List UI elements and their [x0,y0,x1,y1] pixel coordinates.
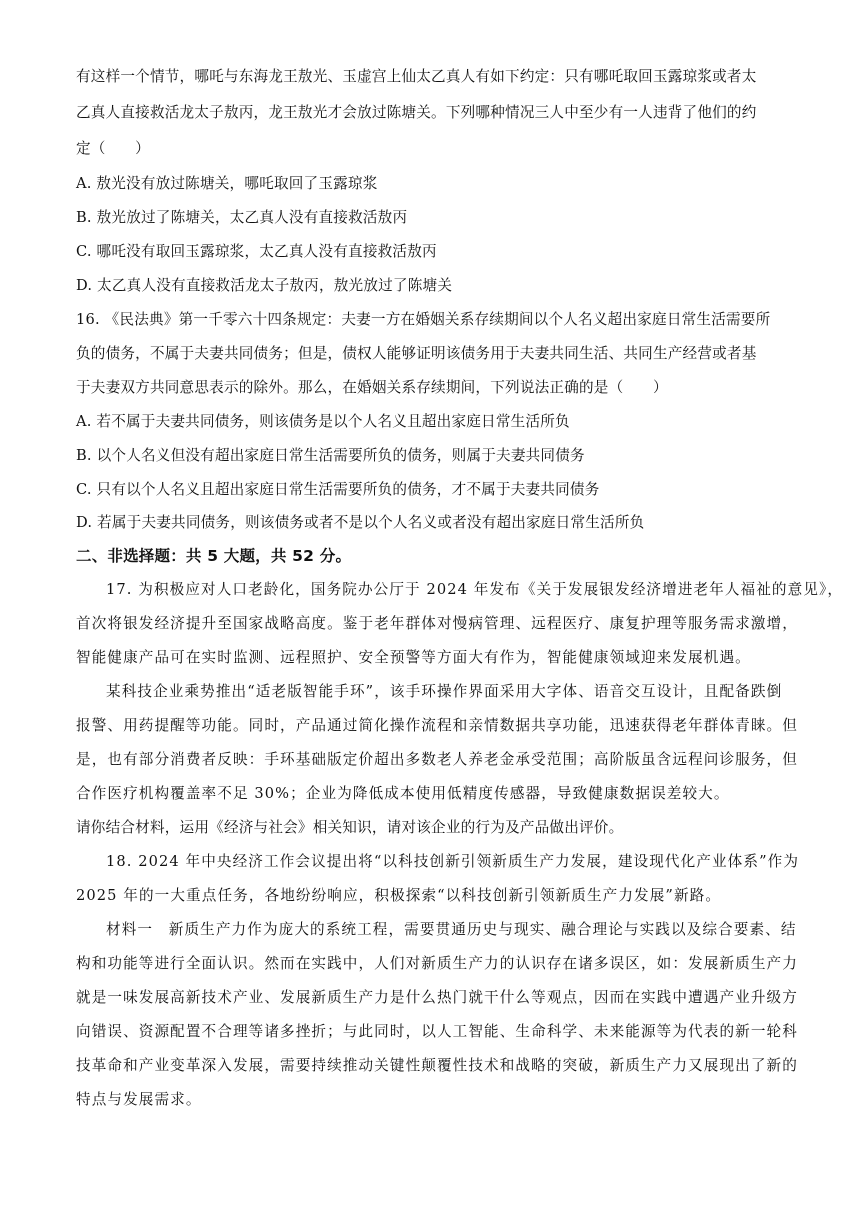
q15-option-b: B. 敖光放过了陈塘关，太乙真人没有直接救活敖丙 [76,209,408,226]
q17-p2-line-2: 报警、用药提醒等功能。同时，产品通过简化操作流程和亲情数据共享功能，迅速获得老年群体青睐。但 [76,717,798,734]
q18-p1-line-1: 18. 2024 年中央经济工作会议提出将“以科技创新引领新质生产力发展，建设现代化产业体系”作为 [106,853,800,870]
q17-p1-line-2: 首次将银发经济提升至国家战略高度。鉴于老年群体对慢病管理、远程医疗、康复护理等服务需求激增， [76,615,798,632]
section-heading: 二、非选择题：共 5 大题，共 52 分。 [76,547,352,565]
q16-option-d: D. 若属于夫妻共同债务，则该债务或者不是以个人名义或者没有超出家庭日常生活所负 [76,514,645,531]
q18-m1-line-2: 构和功能等进行全面认识。然而在实践中，人们对新质生产力的认识存在诸多误区，如：发展新质生产力 [76,955,798,972]
q18-m1-line-1: 材料一 新质生产力作为庞大的系统工程，需要贯通历史与现实、融合理论与实践以及综合要素、结 [106,921,797,938]
q16-stem-line-3: 于夫妻双方共同意思表示的除外。那么，在婚姻关系存续期间，下列说法正确的是（ ） [76,379,668,396]
q15-stem-line-2: 乙真人直接救活龙太子敖丙，龙王敖光才会放过陈塘关。下列哪种情况三人中至少有一人违背了他们的约 [76,104,757,121]
q18-m1-line-5: 技革命和产业变革深入发展，需要持续推动关键性颠覆性技术和战略的突破，新质生产力又展现出了新的 [76,1057,798,1074]
q16-stem-line-2: 负的债务，不属于夫妻共同债务；但是，债权人能够证明该债务用于夫妻共同生活、共同生产经营或者基 [76,345,757,362]
q16-option-c: C. 只有以个人名义且超出家庭日常生活需要所负的债务，才不属于夫妻共同债务 [76,481,600,498]
q16-option-b: B. 以个人名义但没有超出家庭日常生活需要所负的债务，则属于夫妻共同债务 [76,447,585,464]
q16-option-a: A. 若不属于夫妻共同债务，则该债务是以个人名义且超出家庭日常生活所负 [76,413,570,430]
q18-m1-line-6: 特点与发展需求。 [76,1091,202,1108]
q18-m1-line-3: 就是一味发展高新技术产业、发展新质生产力是什么热门就干什么等观点，因而在实践中遭遇产业升级方 [76,989,798,1006]
q17-p1-line-1: 17. 为积极应对人口老龄化，国务院办公厅于 2024 年发布《关于发展银发经济增进老年人福祉的意见》， [106,581,844,598]
q17-p1-line-3: 智能健康产品可在实时监测、远程照护、安全预警等方面大有作为，智能健康领域迎来发展机遇。 [76,649,751,666]
q17-p2-line-3: 是，也有部分消费者反映：手环基础版定价超出多数老人养老金承受范围；高阶版虽含远程问诊服务，但 [76,751,798,768]
q15-option-d: D. 太乙真人没有直接救活龙太子敖丙，敖光放过了陈塘关 [76,277,453,294]
q17-question: 请你结合材料，运用《经济与社会》相关知识，请对该企业的行为及产品做出评价。 [76,819,624,836]
q18-m1-line-4: 向错误、资源配置不合理等诸多挫折；与此同时，以人工智能、生命科学、未来能源等为代表的新一轮科 [76,1023,798,1040]
q17-p2-line-1: 某科技企业乘势推出“适老版智能手环”，该手环操作界面采用大字体、语音交互设计，且配备跌倒 [106,683,783,700]
q16-stem-line-1: 16. 《民法典》第一千零六十四条规定：夫妻一方在婚姻关系存续期间以个人名义超出家庭日常生活需要所 [76,311,771,328]
q18-p1-line-2: 2025 年的一大重点任务，各地纷纷响应，积极探索“以科技创新引领新质生产力发展”新路。 [76,887,722,904]
q15-stem-line-3: 定（ ） [76,140,150,157]
q15-option-c: C. 哪吒没有取回玉露琼浆，太乙真人没有直接救活敖丙 [76,243,437,260]
q17-p2-line-4: 合作医疗机构覆盖率不足 30%；企业为降低成本使用低精度传感器，导致健康数据误差较大。 [76,785,730,802]
q15-stem-line-1: 有这样一个情节，哪吒与东海龙王敖光、玉虚宫上仙太乙真人有如下约定：只有哪吒取回玉露琼浆或者太 [76,68,757,85]
q15-option-a: A. 敖光没有放过陈塘关，哪吒取回了玉露琼浆 [76,175,378,192]
